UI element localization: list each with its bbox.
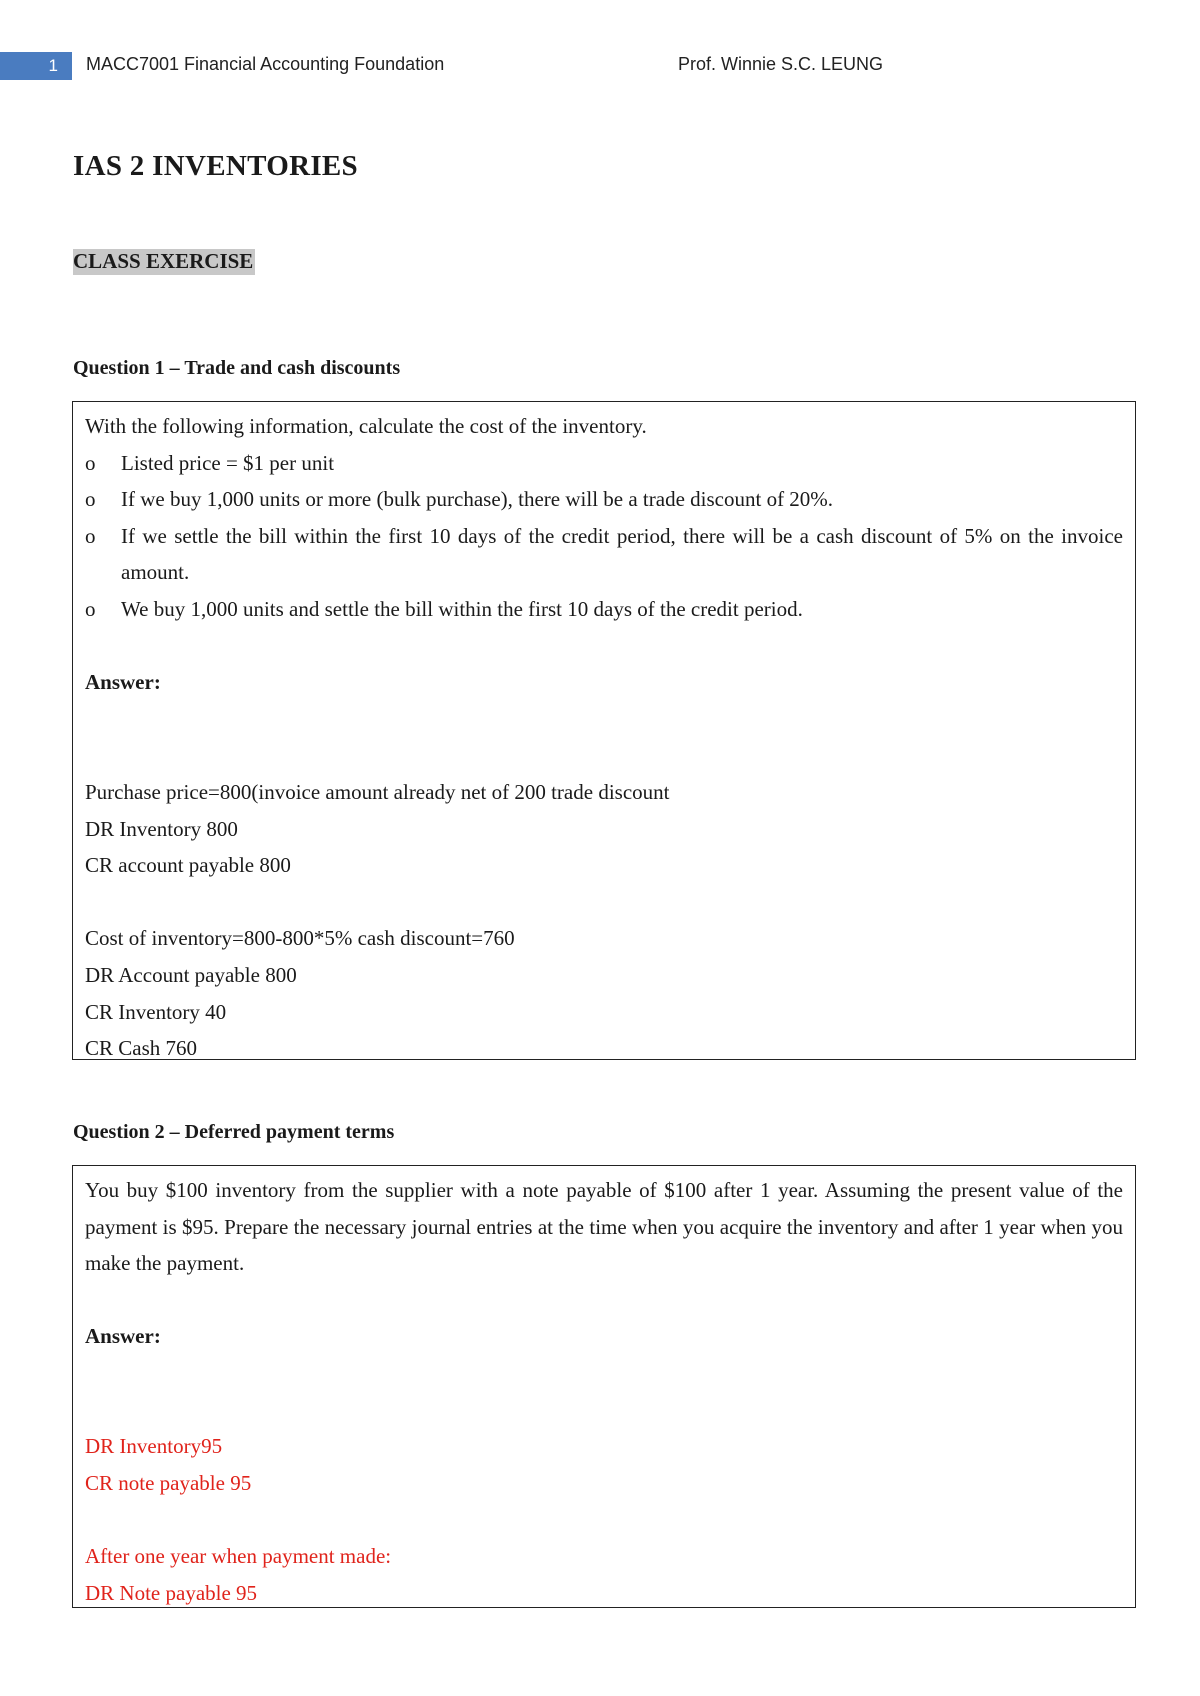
list-item	[85, 481, 1123, 518]
answer-line: Purchase price=800(invoice amount already net of 200 trade discount	[85, 779, 670, 804]
question-2-heading: Question 2 – Deferred payment terms	[73, 1121, 395, 1143]
list-item	[85, 518, 1123, 591]
list-item	[85, 445, 1123, 482]
list-item	[85, 591, 1123, 628]
question-1-intro: With the following information, calculate the cost of the inventory.	[85, 414, 647, 438]
question-2-box	[72, 1165, 1136, 1608]
page-number: 1	[0, 52, 72, 80]
answer-line: DR Inventory 800	[85, 816, 238, 841]
section-label: CLASS EXERCISE	[73, 249, 254, 273]
bullet-marker: o	[85, 450, 96, 475]
question-1-box	[72, 401, 1136, 1060]
course-title: MACC7001 Financial Accounting Foundation	[86, 54, 445, 74]
bullet-text: We buy 1,000 units and settle the bill within the first 10 days of the credit period.	[121, 596, 803, 621]
answer-line: Cost of inventory=800-800*5% cash discount=760	[85, 926, 515, 951]
answer-line: CR Inventory 40	[85, 999, 227, 1024]
bullet-text: If we settle the bill within the first 10 days of the credit period, there will be a cash discount of 5% on the invoice amount.	[121, 523, 1123, 585]
answer-line: DR Inventory95	[85, 1434, 223, 1459]
bullet-marker: o	[85, 487, 96, 512]
answer-line: After one year when payment made:	[85, 1543, 392, 1568]
answer-line: CR account payable 800	[85, 853, 291, 878]
question-1-heading: Question 1 – Trade and cash discounts	[73, 357, 401, 379]
bullet-text: If we buy 1,000 units or more (bulk purchase), there will be a trade discount of 20%.	[121, 487, 834, 512]
bullet-marker: o	[85, 523, 96, 548]
answer-line: DR Note payable 95	[85, 1580, 258, 1605]
answer-line: CR note payable 95	[85, 1470, 252, 1495]
answer-line: CR Cash 760	[85, 1036, 198, 1061]
bullet-text: Listed price = $1 per unit	[121, 450, 335, 475]
answer-line: DR Account payable 800	[85, 962, 297, 987]
answer-label: Answer:	[85, 1324, 161, 1349]
professor-name: Prof. Winnie S.C. LEUNG	[678, 54, 884, 74]
bullet-marker: o	[85, 596, 96, 621]
page-header	[0, 46, 1200, 86]
question-2-prompt: You buy $100 inventory from the supplier with a note payable of $100 after 1 year. Assuming the present value of the payment is $95. Prepare the necessary journal entries at the time when you acquire the inventory and after 1 year when you make the payment.	[85, 1178, 1123, 1276]
answer-label: Answer:	[85, 670, 161, 695]
document-title: IAS 2 INVENTORIES	[73, 150, 358, 182]
